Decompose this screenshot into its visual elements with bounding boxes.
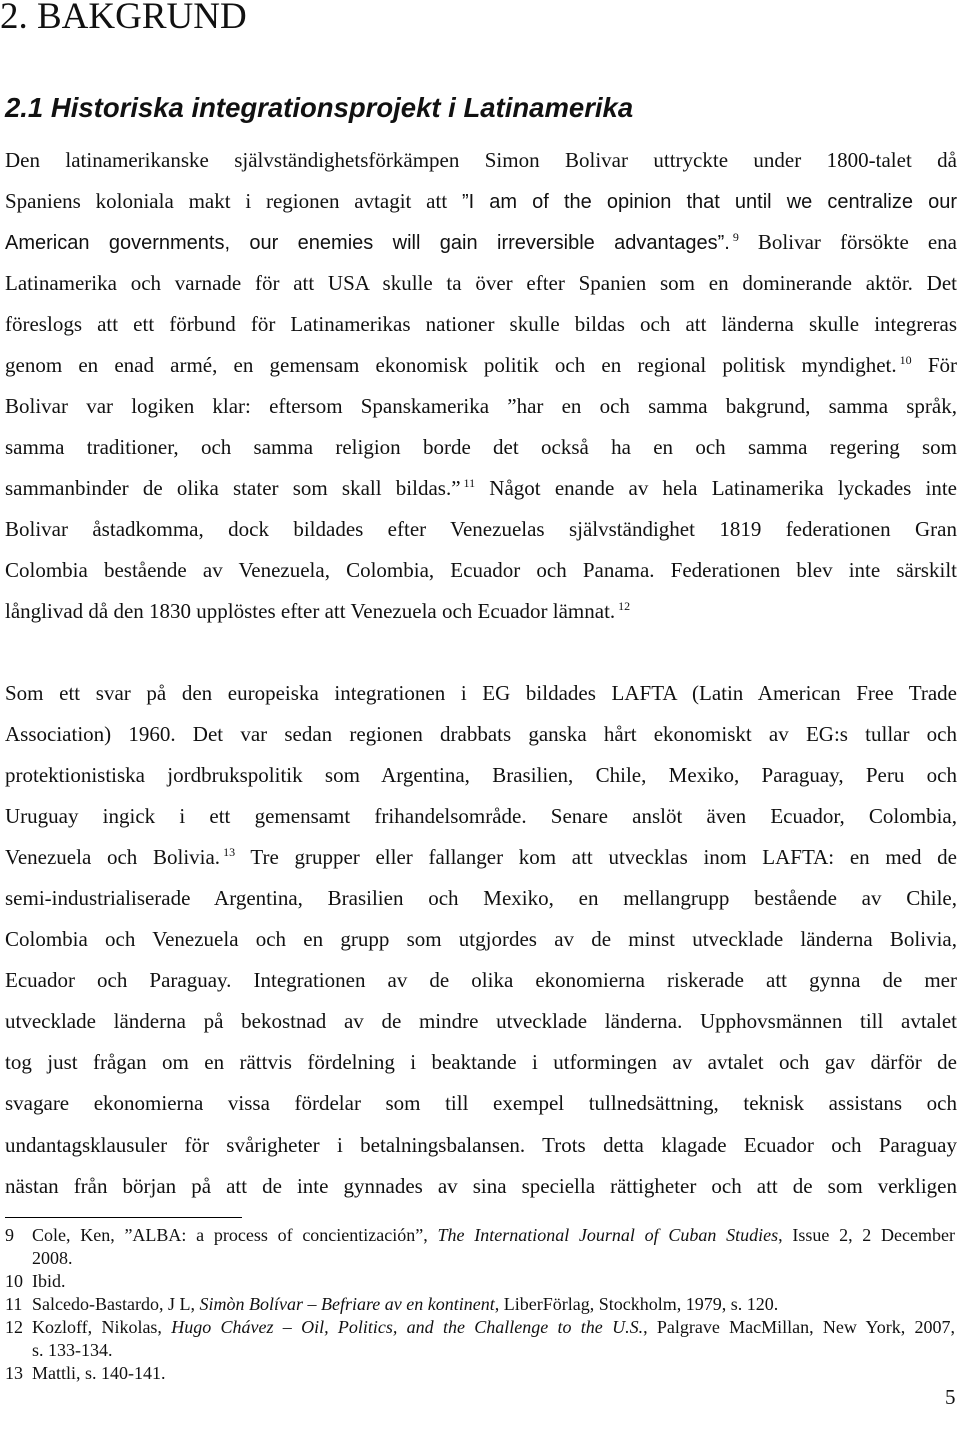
footnote-ref: 12 — [618, 598, 631, 613]
text-segment: Spaniens koloniala makt i regionen avtagit att — [5, 188, 462, 213]
paragraph-line — [5, 796, 957, 837]
paragraph-line — [5, 427, 957, 468]
italic-title: Simòn Bolívar – Befriare av en kontinent — [199, 1293, 495, 1314]
text-segment: , Palgrave MacMillan, New York, 2007, — [643, 1316, 955, 1337]
paragraph — [5, 673, 957, 1207]
paragraph-line — [5, 263, 957, 304]
footnote — [5, 1293, 955, 1316]
paragraph-line — [5, 878, 957, 919]
paragraph-line — [5, 181, 957, 222]
footnote-line — [32, 1224, 955, 1247]
text-segment: samma traditioner, och samma religion borde det också ha en och samma regering som — [5, 434, 957, 459]
paragraph-line — [5, 591, 957, 632]
footnote-number: 9 — [5, 1224, 14, 1245]
text-segment: , LiberFörlag, Stockholm, 1979, s. 120. — [494, 1293, 779, 1314]
paragraph-line — [5, 140, 957, 181]
footnote-ref: 9 — [732, 229, 739, 244]
text-segment: Bolivar försökte ena — [738, 229, 957, 254]
text-segment: protektionistiska jordbrukspolitik som Argentina, Brasilien, Chile, Mexiko, Paraguay, Peru och — [5, 762, 957, 787]
text-segment: 2008. — [32, 1247, 73, 1268]
paragraph-line — [5, 509, 957, 550]
paragraph-line — [5, 304, 957, 345]
text-segment: föreslogs att ett förbund för Latinamerikas nationer skulle bildas och att länderna skulle integreras — [5, 311, 957, 336]
paragraph-line — [5, 837, 957, 878]
paragraph-line — [5, 714, 957, 755]
text-segment: , Issue 2, 2 December — [778, 1224, 955, 1245]
footnote-separator — [5, 1217, 242, 1218]
footnote-line — [32, 1316, 955, 1339]
text-segment: Något enande av hela Latinamerika lyckades inte — [475, 475, 957, 500]
text-segment: sammanbinder de olika stater som skall bildas.” — [5, 475, 461, 500]
text-segment: Association) 1960. Det var sedan regionen drabbats ganska hårt ekonomiskt av EG:s tullar och — [5, 721, 957, 746]
page-number: 5 — [945, 1385, 956, 1409]
paragraph-line — [5, 755, 957, 796]
text-segment: För — [911, 352, 957, 377]
footnote-number: 10 — [5, 1270, 23, 1291]
footnote-continuation — [5, 1247, 955, 1270]
paragraph-line — [5, 1166, 957, 1207]
paragraph-line — [5, 1083, 957, 1124]
text-segment: Ibid. — [32, 1270, 66, 1291]
text-segment: s. 133-134. — [32, 1339, 113, 1360]
footnote-ref: 10 — [899, 352, 912, 367]
text-segment: genom en enad armé, en gemensam ekonomisk politik och en regional politisk myndighet. — [5, 352, 897, 377]
paragraph-line — [5, 673, 957, 714]
paragraph — [5, 140, 957, 632]
text-segment: Colombia och Venezuela och en grupp som utgjordes av de minst utvecklade länderna Bolivia, — [5, 927, 957, 952]
paragraph-line — [5, 1001, 957, 1042]
footnote — [5, 1224, 955, 1247]
text-segment: Mattli, s. 140-141. — [32, 1362, 166, 1383]
footnote-line — [32, 1270, 955, 1293]
text-segment: Salcedo-Bastardo, J L, — [32, 1293, 200, 1314]
footnote-number: 12 — [5, 1316, 23, 1337]
text-segment: Ecuador och Paraguay. Integrationen av de olika ekonomierna riskerade att gynna de mer — [5, 968, 957, 993]
section-heading: 2.1 Historiska integrationsprojekt i Latinamerika — [5, 92, 634, 123]
quoted-text: American governments, our enemies will gain irreversible advantages”. — [5, 231, 730, 254]
paragraph-line — [5, 222, 957, 263]
footnote-line — [32, 1362, 955, 1385]
paragraph-line — [5, 386, 957, 427]
footnote — [5, 1362, 955, 1385]
text-segment: utvecklade länderna på bekostnad av de mindre utvecklade länderna. Upphovsmännen till avtalet — [5, 1009, 957, 1034]
footnote-line — [32, 1293, 955, 1316]
text-segment: långlivad då den 1830 upplöstes efter att Venezuela och Ecuador lämnat. — [5, 598, 616, 623]
text-segment: Uruguay ingick i ett gemensamt frihandelsområde. Senare anslöt även Ecuador, Colombia, — [5, 803, 957, 828]
footnote-ref: 11 — [463, 475, 476, 490]
footnote-line — [32, 1247, 955, 1270]
text-segment: tog just frågan om en rättvis fördelning i beaktande i utformingen av avtalet och gav därför de — [5, 1050, 957, 1075]
text-segment: semi-industrialiserade Argentina, Brasilien och Mexiko, en mellangrupp bestående av Chile, — [5, 885, 957, 910]
text-segment: nästan från början på att de inte gynnades av sina speciella rättigheter och att de som verkligen — [5, 1173, 957, 1198]
text-segment: Colombia bestående av Venezuela, Colombia, Ecuador och Panama. Federationen blev inte särskilt — [5, 557, 957, 582]
footnote-continuation — [5, 1339, 955, 1362]
text-segment: Som ett svar på den europeiska integrationen i EG bildades LAFTA (Latin American Free Trade — [5, 680, 957, 705]
footnote — [5, 1316, 955, 1339]
paragraph-line — [5, 1042, 957, 1083]
quoted-text: ”I am of the opinion that until we centralize our — [461, 190, 957, 213]
footnote-number: 11 — [5, 1293, 23, 1314]
paragraph-line — [5, 468, 957, 509]
text-segment: Den latinamerikanske självständighetsförkämpen Simon Bolivar uttryckte under 1800-talet då — [5, 147, 957, 172]
italic-title: Hugo Chávez – Oil, Politics, and the Challenge to the U.S. — [171, 1316, 644, 1337]
footnote-number: 13 — [5, 1362, 23, 1383]
text-segment: Bolivar åstadkomma, dock bildades efter Venezuelas självständighet 1819 federationen Gran — [5, 516, 957, 541]
paragraph-line — [5, 345, 957, 386]
text-segment: Latinamerika och varnade för att USA skulle ta över efter Spanien som en dominerande aktör. Det — [5, 270, 957, 295]
footnote — [5, 1270, 955, 1293]
text-segment: svagare ekonomierna vissa fördelar som till exempel tullnedsättning, teknisk assistans och — [5, 1091, 957, 1116]
text-segment: Venezuela och Bolivia. — [5, 844, 221, 869]
text-segment: Tre grupper eller fallanger kom att utvecklas inom LAFTA: en med de — [235, 844, 957, 869]
paragraph-line — [5, 960, 957, 1001]
paragraph-line — [5, 919, 957, 960]
footnote-ref: 13 — [223, 844, 236, 859]
page-heading: 2. BAKGRUND — [0, 0, 247, 37]
text-segment: Cole, Ken, ”ALBA: a process of concientización”, — [32, 1224, 438, 1245]
footnote-line — [32, 1339, 955, 1362]
paragraph-line — [5, 550, 957, 591]
italic-title: The International Journal of Cuban Studies — [437, 1224, 779, 1245]
text-segment: Bolivar var logiken klar: eftersom Spanskamerika ”har en och samma bakgrund, samma språk, — [5, 393, 957, 418]
text-segment: undantagsklausuler för svårigheter i betalningsbalansen. Trots detta klagade Ecuador och Paraguay — [5, 1132, 957, 1157]
text-segment: Kozloff, Nikolas, — [32, 1316, 172, 1337]
footnotes — [5, 1224, 955, 1385]
paragraph-line — [5, 1125, 957, 1166]
